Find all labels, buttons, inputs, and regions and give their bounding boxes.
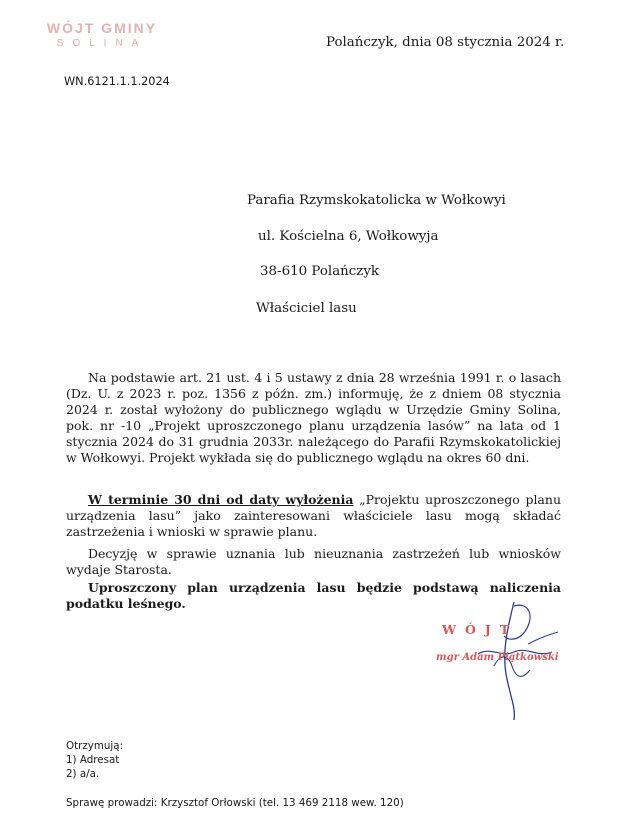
addressee-name: Parafia Rzymskokatolicka w Wołkowyi (247, 193, 506, 208)
office-stamp (44, 20, 160, 49)
place-and-date: Polańczyk, dnia 08 stycznia 2024 r. (326, 35, 565, 50)
signature-title: WÓJT (442, 622, 519, 637)
body-paragraph-2 (66, 492, 561, 540)
handled-by-footer: Sprawę prowadzi: Krzysztof Orłowski (tel. 13 469 2118 wew. 120) (66, 797, 404, 809)
deadline-emphasis: W terminie 30 dni od daty wyłożenia (88, 492, 354, 507)
body-paragraph-3: Decyzję w sprawie uznania lub nieuznania zastrzeżeń lub wniosków wydaje Starosta. (66, 546, 561, 577)
addressee-role: Właściciel lasu (256, 301, 357, 316)
body-paragraph-2-text: „Projektu uproszczonego planu urządzenia lasu” jako zainteresowani właściciele lasu mogą składać zastrzeżenia i wnioski w sprawie planu. (66, 492, 561, 539)
recipient-item: 1) Adresat (66, 754, 120, 766)
stamp-line-2: SOLINA (56, 38, 148, 49)
stamp-line-1: WÓJT GMINY (46, 20, 158, 36)
recipients-label: Otrzymują: (66, 740, 124, 752)
body-paragraph-1: Na podstawie art. 21 ust. 4 i 5 ustawy z dnia 28 września 1991 r. o lasach (Dz. U. z 2023 r. poz. 1356 z późn. zm.) informuję, że z dniem 08 stycznia 2024 r. został wyłożony do publicznego wglądu w Urzędzie Gminy Solina, pok. nr -10 „Projekt uproszczonego planu urządzenia lasów” na lata od 1 stycznia 2024 do 31 grudnia 2033r. należącego do Parafii Rzymskokatolickiej w Wołkowyi. Projekt wykłada się do publicznego wglądu na okres 60 dni. (66, 370, 561, 465)
reference-number: WN.6121.1.1.2024 (64, 75, 170, 88)
body-paragraph-4: Uproszczony plan urządzenia lasu będzie podstawą naliczenia podatku leśnego. (66, 580, 561, 611)
addressee-street: ul. Kościelna 6, Wołkowyja (258, 229, 439, 244)
addressee-postal: 38-610 Polańczyk (260, 264, 380, 279)
signature-name: mgr Adam Piątkowski (436, 652, 559, 663)
recipient-item: 2) a/a. (66, 768, 100, 780)
